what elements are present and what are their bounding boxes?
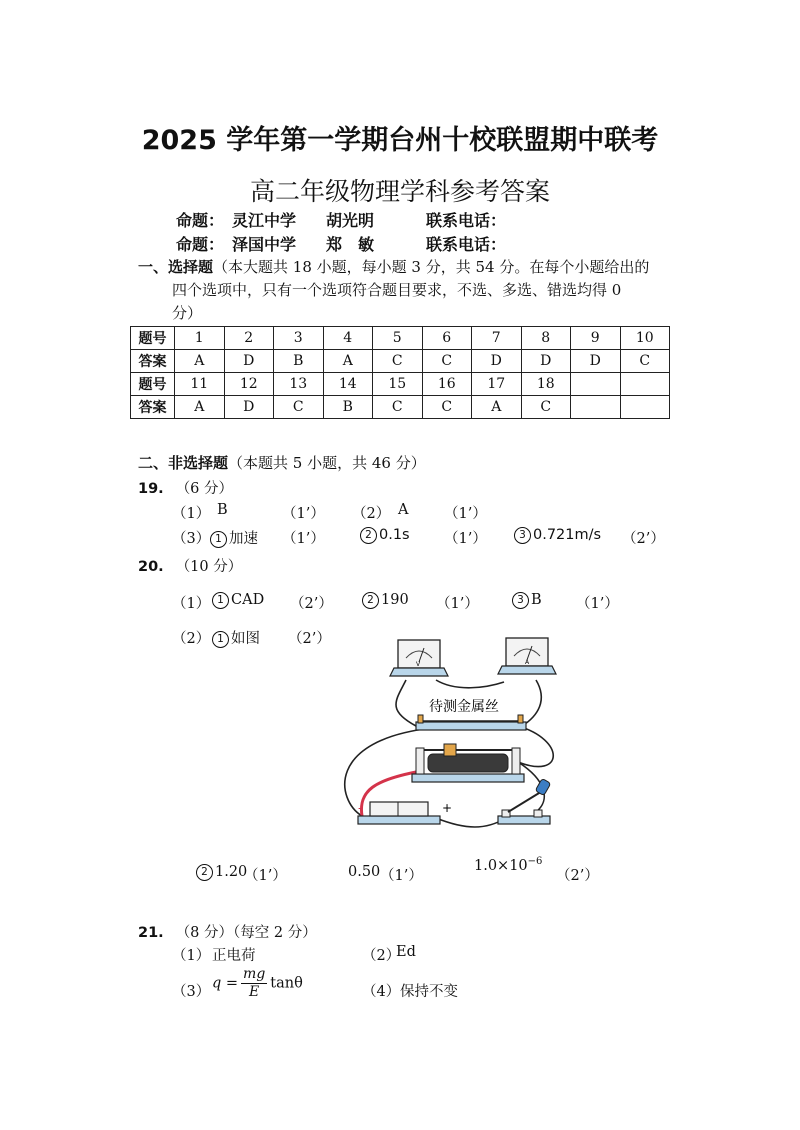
battery-minus: - — [358, 801, 363, 815]
table-cell: C — [521, 396, 571, 419]
q19-p1-label: （1） — [172, 506, 211, 522]
answer-exponent: −6 — [527, 856, 543, 867]
circuit-diagram — [336, 630, 576, 842]
table-cell: 14 — [323, 373, 373, 396]
table-cell — [620, 396, 670, 419]
q20-p2-answer4 — [474, 856, 542, 874]
table-cell: 7 — [472, 327, 522, 350]
q20-p1-answer1 — [212, 592, 264, 609]
circled-number: 2 — [196, 864, 213, 881]
q19-p1-answer: B — [217, 502, 228, 518]
table-cell: 1 — [175, 327, 225, 350]
q19-p3-answer1 — [210, 527, 258, 548]
table-cell: A — [472, 396, 522, 419]
q20-number: 20. — [138, 559, 164, 575]
table-cell: D — [472, 350, 522, 373]
wire — [522, 680, 541, 726]
voltmeter — [390, 640, 448, 676]
q19-p2-label: （2） — [352, 506, 391, 522]
formula-fraction — [241, 966, 267, 1001]
terminal — [418, 715, 423, 723]
table-cell: 12 — [224, 373, 274, 396]
answer-text: B — [531, 592, 542, 608]
section1-desc-line1: （本大题共 18 小题，每小题 3 分，共 54 分。在每个小题给出的 — [213, 258, 650, 276]
rheostat-coil — [428, 754, 508, 772]
section2-desc: （本题共 5 小题，共 46 分） — [228, 454, 426, 472]
q19-p3-points1: （1’） — [282, 531, 325, 547]
formula-denominator: E — [249, 984, 260, 1000]
q20-p1-points3: （1’） — [576, 596, 619, 612]
table-cell: 15 — [373, 373, 423, 396]
q19-p3-points2: （1’） — [444, 531, 487, 547]
table-cell: D — [571, 350, 621, 373]
q20-score: （10 分） — [175, 559, 243, 575]
table-cell — [620, 373, 670, 396]
table-cell: 13 — [274, 373, 324, 396]
q19-p3-answer2 — [360, 527, 410, 544]
section1-desc-line2: 四个选项中，只有一个选项符合题目要求，不选、多选、错选均得 0 — [172, 281, 622, 299]
author-contact-1: 联系电话： — [426, 211, 507, 230]
section2-heading: 二、非选择题 — [138, 454, 229, 472]
table-cell: A — [175, 350, 225, 373]
table-cell: A — [323, 350, 373, 373]
table-cell — [571, 373, 621, 396]
q19-p3-points3: （2’） — [622, 531, 665, 547]
q20-p2-points2: （1’） — [244, 868, 287, 884]
circled-number: 1 — [212, 592, 229, 609]
q20-p2-answer3: 0.50 — [348, 864, 381, 880]
q19-p1-points: （1’） — [282, 506, 325, 522]
rheostat-slider — [444, 744, 456, 756]
q19-p3-label: （3） — [172, 531, 211, 547]
table-cell: C — [373, 396, 423, 419]
table-cell: B — [274, 350, 324, 373]
q20-p2-points1: （2’） — [288, 631, 331, 647]
battery-base — [358, 816, 440, 824]
author-label-1: 命题： — [176, 211, 225, 230]
q21-p2-answer: Ed — [396, 944, 416, 960]
table-row-label: 题号 — [131, 373, 175, 396]
q21-header — [138, 921, 317, 942]
q21-p4-label: （4） — [362, 984, 401, 1000]
formula-tail: tanθ — [270, 975, 303, 992]
table-cell: C — [422, 396, 472, 419]
author-label-2: 命题： — [176, 235, 225, 254]
answer-text: 0.721m/s — [533, 527, 602, 543]
table-cell: 6 — [422, 327, 472, 350]
circled-number: 2 — [362, 592, 379, 609]
table-cell: 9 — [571, 327, 621, 350]
answer-text: 1.20 — [215, 864, 248, 880]
q20-p1-points2: （1’） — [436, 596, 479, 612]
page-subtitle: 高二年级物理学科参考答案 — [249, 177, 550, 206]
q19-number: 19. — [138, 481, 164, 497]
circled-number: 2 — [360, 527, 377, 544]
table-cell: 16 — [422, 373, 472, 396]
table-cell: A — [175, 396, 225, 419]
q21-p4-answer: 保持不变 — [400, 984, 458, 1000]
table-cell: 10 — [620, 327, 670, 350]
table-cell — [571, 396, 621, 419]
table-row-label: 答案 — [131, 396, 175, 419]
author-name-1: 胡光明 — [326, 211, 375, 230]
q21-score: （8 分）（每空 2 分） — [175, 925, 317, 941]
table-cell: B — [323, 396, 373, 419]
table-cell: 17 — [472, 373, 522, 396]
table-cell: C — [274, 396, 324, 419]
author-school-2: 泽国中学 — [232, 235, 297, 254]
table-cell: D — [224, 396, 274, 419]
wire — [436, 680, 504, 688]
table-cell: 18 — [521, 373, 571, 396]
q20-p2-answer2 — [196, 864, 247, 881]
rheostat-base — [412, 774, 524, 782]
metal-wire — [416, 715, 526, 730]
section1-intro — [138, 256, 649, 278]
rheostat-support — [512, 748, 520, 774]
q19-p3-answer3 — [514, 527, 601, 544]
voltmeter-base — [390, 668, 448, 676]
table-cell: C — [373, 350, 423, 373]
q20-p1-answer3 — [512, 592, 542, 609]
answer-text: 加速 — [229, 531, 258, 547]
section1-heading: 一、选择题 — [138, 258, 214, 276]
q20-p2-points4: （2’） — [556, 868, 599, 884]
ammeter — [498, 638, 556, 674]
q21-p1-answer: 正电荷 — [212, 948, 256, 964]
answer-text: 0.1s — [379, 527, 410, 543]
table-row-label: 答案 — [131, 350, 175, 373]
rheostat-support — [416, 748, 424, 774]
answer-base: 1.0×10 — [474, 857, 528, 874]
q21-p3-label: （3） — [172, 984, 211, 1000]
rheostat — [412, 744, 524, 782]
answer-table — [130, 326, 670, 419]
q21-p1-label: （1） — [172, 948, 211, 964]
circled-number: 3 — [514, 527, 531, 544]
table-cell: 2 — [224, 327, 274, 350]
circled-number: 1 — [212, 631, 229, 648]
q20-p2-label: （2） — [172, 631, 211, 647]
table-cell: 3 — [274, 327, 324, 350]
table-cell: D — [521, 350, 571, 373]
q20-header — [138, 555, 242, 576]
answer-text: 如图 — [231, 631, 260, 647]
q20-p1-points1: （2’） — [290, 596, 333, 612]
formula-numerator: mg — [243, 966, 266, 982]
table-row — [131, 327, 670, 350]
q20-p2-answer1 — [212, 627, 260, 648]
answer-text: 190 — [381, 592, 409, 608]
page-title: 2025 学年第一学期台州十校联盟期中联考 — [141, 125, 659, 156]
table-row — [131, 350, 670, 373]
q20-p1-label: （1） — [172, 596, 211, 612]
q20-p2-points3: （1’） — [380, 868, 423, 884]
section1-desc-line3: 分） — [172, 304, 203, 322]
q19-p2-points: （1’） — [444, 506, 487, 522]
metal-wire-label: 待测金属丝 — [429, 699, 499, 715]
table-cell: C — [620, 350, 670, 373]
q21-p2-label: （2） — [362, 948, 401, 964]
q19-p2-answer: A — [398, 502, 409, 518]
metal-wire-base — [416, 722, 526, 730]
switch-terminal — [534, 810, 542, 817]
q19-header — [138, 477, 233, 498]
table-cell: C — [422, 350, 472, 373]
section2-intro — [138, 452, 426, 474]
table-row — [131, 373, 670, 396]
author-school-1: 灵江中学 — [232, 211, 297, 230]
battery-plus: + — [442, 801, 453, 815]
voltmeter-label: V — [416, 661, 421, 668]
answer-text: CAD — [231, 592, 265, 608]
battery-cell — [370, 802, 428, 816]
table-row-label: 题号 — [131, 327, 175, 350]
table-cell: D — [224, 350, 274, 373]
wire — [396, 680, 416, 726]
q21-p3-formula — [212, 966, 303, 1001]
wire — [436, 818, 506, 827]
wire — [518, 726, 553, 767]
table-cell: 4 — [323, 327, 373, 350]
circled-number: 1 — [210, 531, 227, 548]
circled-number: 3 — [512, 592, 529, 609]
terminal — [518, 715, 523, 723]
q19-score: （6 分） — [175, 481, 234, 497]
table-row — [131, 396, 670, 419]
table-cell: 5 — [373, 327, 423, 350]
battery — [358, 801, 452, 824]
q21-number: 21. — [138, 925, 164, 941]
author-name-2: 郑 敏 — [326, 235, 375, 254]
ammeter-base — [498, 666, 556, 674]
author-contact-2: 联系电话： — [426, 235, 507, 254]
formula-lhs: q = — [212, 975, 239, 992]
ammeter-label: A — [525, 659, 530, 666]
table-cell: 8 — [521, 327, 571, 350]
table-cell: 11 — [175, 373, 225, 396]
q20-p1-answer2 — [362, 592, 409, 609]
